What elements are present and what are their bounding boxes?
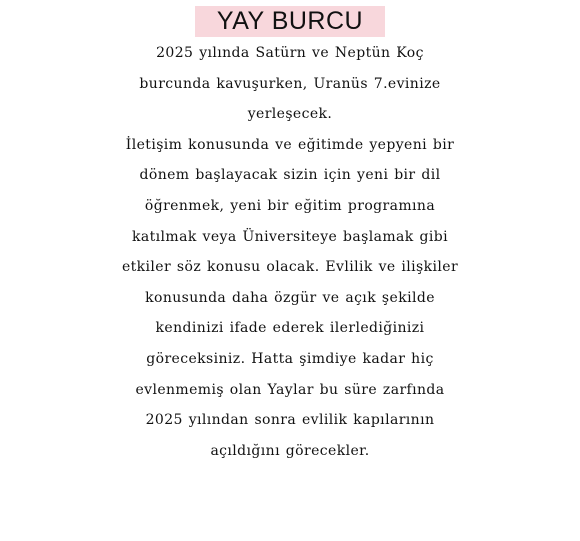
text-line: etkiler söz konusu olacak. Evlilik ve ilişkiler [121, 259, 459, 276]
text-line: açıldığını görecekler. [210, 442, 370, 459]
page-title: YAY BURCU [195, 6, 385, 37]
text-line: 2025 yılında Satürn ve Neptün Koç [156, 45, 424, 61]
text-line: öğrenmek, yeni bir eğitim programına [144, 197, 436, 214]
text-line: konusunda daha özgür ve açık şekilde [145, 289, 435, 306]
text-line: katılmak veya Üniversiteye başlamak gibi [131, 228, 449, 245]
text-line: İletişim konusunda ve eğitimde yepyeni bir [125, 136, 455, 153]
text-line: evlenmemiş olan Yaylar bu süre zarfında [135, 381, 445, 398]
text-line: kendinizi ifade ederek ilerlediğinizi [155, 320, 425, 337]
text-line: dönem başlayacak sizin için yeni bir dil [139, 167, 441, 184]
horoscope-text [2, 38, 578, 466]
text-line: burcunda kavuşurken, Uranüs 7.evinize [139, 75, 441, 92]
text-line: göreceksiniz. Hatta şimdiye kadar hiç [146, 350, 434, 367]
text-line: yerleşecek. [247, 106, 333, 123]
title-container [0, 6, 580, 37]
text-line: 2025 yılından sonra evlilik kapılarının [145, 412, 435, 429]
